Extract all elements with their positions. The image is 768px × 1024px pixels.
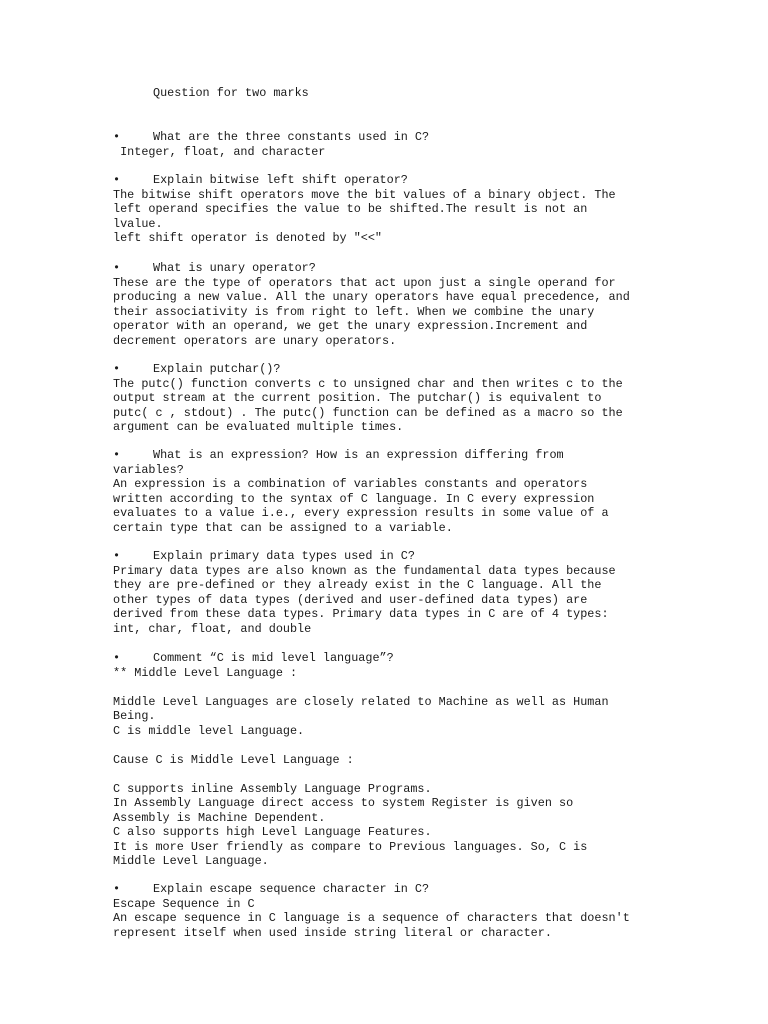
blank-line [113, 767, 713, 782]
question-line [113, 261, 713, 276]
qa-section [113, 261, 713, 348]
qa-section [113, 651, 713, 869]
answer-line: int, char, float, and double [113, 621, 312, 636]
question-text: What is unary operator? [153, 261, 316, 275]
bullet-icon: • [113, 448, 121, 462]
answer-line: C supports inline Assembly Language Programs. [113, 781, 432, 796]
answer-line: their associativity is from right to left. When we combine the unary [113, 304, 595, 319]
bullet-icon: • [113, 882, 121, 896]
answer-line: ** Middle Level Language : [113, 665, 298, 680]
question-line [113, 173, 713, 188]
answer-line: left operand specifies the value to be shifted.The result is not an [113, 202, 588, 216]
bullet-icon: • [113, 130, 121, 144]
answer-line: Being. [113, 709, 156, 723]
document-title: Question for two marks [153, 86, 309, 100]
answer-line: they are pre-defined or they already exist in the C language. All the [113, 578, 602, 592]
answer-line: certain type that can be assigned to a variable. [113, 520, 453, 535]
question-text: Explain escape sequence character in C? [153, 882, 430, 896]
bullet-icon: • [113, 362, 121, 376]
answer-line: other types of data types (derived and user-defined data types) are [113, 592, 588, 607]
answer-line: represent itself when used inside string literal or character. [113, 925, 552, 940]
qa-section [113, 130, 713, 159]
question-line [113, 882, 713, 897]
question-text: What are the three constants used in C? [153, 130, 430, 144]
question-text: Explain primary data types used in C? [153, 549, 415, 563]
question-text: Comment “C is mid level language”? [153, 651, 394, 665]
answer-line: C also supports high Level Language Features. [113, 825, 432, 839]
answer-line: In Assembly Language direct access to system Register is given so [113, 796, 574, 810]
answer-line: These are the type of operators that act upon just a single operand for [113, 275, 616, 290]
blank-line [113, 738, 713, 753]
answer-line: The bitwise shift operators move the bit values of a binary object. The [113, 187, 616, 202]
bullet-icon: • [113, 173, 121, 187]
bullet-icon: • [113, 549, 121, 563]
answer-line: decrement operators are unary operators. [113, 333, 397, 348]
qa-section [113, 448, 713, 535]
question-line [113, 362, 713, 377]
question-text: Explain putchar()? [153, 362, 281, 376]
qa-section [113, 549, 713, 636]
question-text-continued: variables? [113, 462, 184, 477]
answer-line: putc( c , stdout) . The putc() function can be defined as a macro so the [113, 405, 623, 420]
answer-line: argument can be evaluated multiple times. [113, 420, 404, 434]
bullet-icon: • [113, 261, 121, 275]
answer-line: Middle Level Language. [113, 854, 269, 868]
answer-line: evaluates to a value i.e., every expression results in some value of a [113, 506, 609, 520]
answer-line: The putc() function converts c to unsigned char and then writes c to the [113, 376, 623, 391]
question-line [113, 549, 713, 564]
question-line [113, 651, 713, 666]
answer-line: Middle Level Languages are closely related to Machine as well as Human [113, 694, 609, 709]
question-line [113, 448, 713, 463]
answer-line: written according to the syntax of C language. In C every expression [113, 491, 595, 506]
answer-line: derived from these data types. Primary data types in C are of 4 types: [113, 607, 609, 621]
answer-line: C is middle level Language. [113, 723, 305, 738]
answer-line: left shift operator is denoted by "<<" [113, 231, 383, 245]
answer-line: output stream at the current position. The putchar() is equivalent to [113, 391, 602, 405]
answer-line: Primary data types are also known as the fundamental data types because [113, 563, 616, 578]
answer-line: Integer, float, and character [113, 144, 326, 159]
answer-line: Cause C is Middle Level Language : [113, 752, 354, 767]
answer-line: An expression is a combination of variables constants and operators [113, 477, 588, 491]
answer-line: Assembly is Machine Dependent. [113, 810, 326, 825]
bullet-icon: • [113, 651, 121, 665]
question-line [113, 130, 713, 145]
qa-section [113, 362, 713, 435]
question-text: Explain bitwise left shift operator? [153, 173, 408, 187]
answer-line: Escape Sequence in C [113, 896, 255, 911]
answer-line: An escape sequence in C language is a sequence of characters that doesn't [113, 911, 630, 925]
qa-section [113, 882, 713, 940]
answer-line: It is more User friendly as compare to Previous languages. So, C is [113, 839, 588, 854]
question-text: What is an expression? How is an expression differing from [153, 448, 564, 462]
answer-line: lvalue. [113, 216, 163, 231]
blank-line [113, 680, 713, 695]
qa-section [113, 173, 713, 246]
answer-line: operator with an operand, we get the unary expression.Increment and [113, 319, 588, 333]
answer-line: producing a new value. All the unary operators have equal precedence, and [113, 290, 630, 304]
